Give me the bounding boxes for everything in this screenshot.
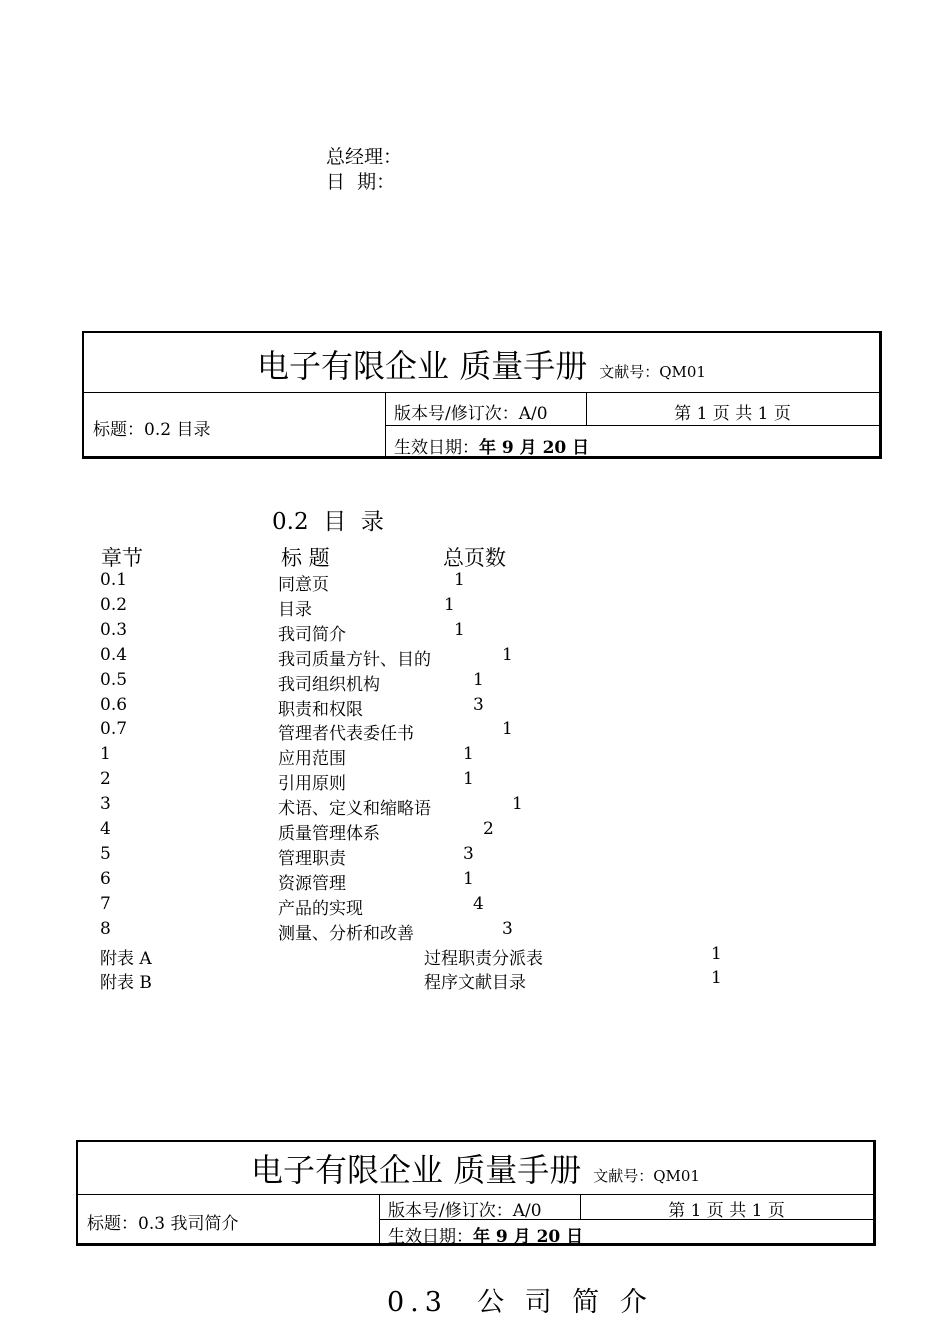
toc-row-title: 应用范围 xyxy=(278,749,346,769)
header-divider xyxy=(386,425,879,426)
toc-row-chapter: 附表 B xyxy=(100,973,152,993)
toc-row-pages: 4 xyxy=(473,894,484,914)
toc-row-pages: 1 xyxy=(502,645,513,665)
toc-row-chapter: 0.1 xyxy=(100,570,128,590)
toc-row-pages: 1 xyxy=(502,719,513,739)
header-title: 电子有限企业 质量手册 xyxy=(251,1151,582,1189)
intro-section-title: 0.3 公 司 简 介 xyxy=(387,1287,653,1318)
toc-row-chapter: 0.2 xyxy=(100,595,128,615)
toc-row-title: 目录 xyxy=(278,600,312,620)
effective-date xyxy=(388,1222,583,1247)
header-subject: 标题：0.2 目录 xyxy=(93,420,211,440)
toc-row-title: 职责和权限 xyxy=(278,700,363,720)
toc-row-pages: 1 xyxy=(463,769,474,789)
toc-row-title: 质量管理体系 xyxy=(278,824,380,844)
toc-row-pages: 3 xyxy=(463,844,474,864)
toc-row-pages: 1 xyxy=(512,794,523,814)
toc-row-chapter: 0.4 xyxy=(100,645,128,665)
toc-row-title: 资源管理 xyxy=(278,874,346,894)
effective-date-value: 年 9 月 20 日 xyxy=(479,438,590,458)
document-header-2 xyxy=(76,1140,876,1246)
header-subject-cell xyxy=(78,1194,380,1243)
toc-row-pages: 1 xyxy=(463,744,474,764)
toc-row-title: 程序文献目录 xyxy=(424,973,526,993)
effective-date-label: 生效日期： xyxy=(388,1227,473,1247)
toc-row-chapter: 1 xyxy=(100,744,111,764)
toc-row-title: 管理职责 xyxy=(278,849,346,869)
toc-row-title: 测量、分析和改善 xyxy=(278,924,414,944)
toc-row-chapter: 0.6 xyxy=(100,695,128,715)
header-title-row xyxy=(84,333,879,393)
toc-row-title: 我司组织机构 xyxy=(278,675,380,695)
effective-date-label: 生效日期： xyxy=(394,438,479,458)
toc-row-pages: 1 xyxy=(711,968,722,988)
toc-row-title: 术语、定义和缩略语 xyxy=(278,799,431,819)
toc-row-pages: 2 xyxy=(483,819,494,839)
toc-row-pages: 3 xyxy=(473,695,484,715)
document-number: 文献号：QM01 xyxy=(599,363,706,381)
toc-row-chapter: 0.5 xyxy=(100,670,128,690)
toc-row-pages: 1 xyxy=(454,570,465,590)
effective-date-value: 年 9 月 20 日 xyxy=(473,1227,584,1247)
toc-row-title: 我司质量方针、目的 xyxy=(278,650,431,670)
toc-row-pages: 1 xyxy=(463,869,474,889)
toc-row-chapter: 0.7 xyxy=(100,719,128,739)
toc-row-pages: 1 xyxy=(444,595,455,615)
version-info: 版本号/修订次：A/0 xyxy=(394,404,548,424)
toc-row-title: 同意页 xyxy=(278,575,329,595)
toc-row-chapter: 7 xyxy=(100,894,111,914)
page-info: 第 1 页 共 1 页 xyxy=(668,1201,785,1221)
header-subject-cell xyxy=(84,392,386,456)
toc-col-chapter: 章节 xyxy=(101,546,143,570)
toc-row-chapter: 4 xyxy=(100,819,111,839)
toc-row-pages: 3 xyxy=(502,919,513,939)
toc-col-title: 标 题 xyxy=(281,546,330,570)
header-title: 电子有限企业 质量手册 xyxy=(257,347,588,385)
date-label: 日 期： xyxy=(326,171,396,193)
toc-row-chapter: 2 xyxy=(100,769,111,789)
toc-row-chapter: 6 xyxy=(100,869,111,889)
toc-row-title: 产品的实现 xyxy=(278,899,363,919)
effective-date xyxy=(394,433,589,458)
toc-row-chapter: 5 xyxy=(100,844,111,864)
toc-row-chapter: 8 xyxy=(100,919,111,939)
header-title-row xyxy=(78,1142,873,1195)
toc-row-title: 过程职责分派表 xyxy=(424,949,543,969)
toc-row-pages: 1 xyxy=(473,670,484,690)
toc-row-title: 我司简介 xyxy=(278,625,346,645)
version-info: 版本号/修订次：A/0 xyxy=(388,1201,542,1221)
toc-row-pages: 1 xyxy=(711,944,722,964)
toc-row-chapter: 0.3 xyxy=(100,620,128,640)
toc-row-chapter: 3 xyxy=(100,794,111,814)
general-manager-label: 总经理： xyxy=(326,146,403,168)
toc-section-title: 0.2 目 录 xyxy=(272,509,384,535)
header-subject: 标题：0.3 我司简介 xyxy=(87,1214,239,1234)
toc-row-chapter: 附表 A xyxy=(100,949,152,969)
toc-row-title: 管理者代表委任书 xyxy=(278,724,414,744)
toc-row-title: 引用原则 xyxy=(278,774,346,794)
toc-col-pages: 总页数 xyxy=(443,546,506,570)
document-header-1 xyxy=(82,331,882,459)
document-number: 文献号：QM01 xyxy=(593,1167,700,1185)
toc-row-pages: 1 xyxy=(454,620,465,640)
page-info: 第 1 页 共 1 页 xyxy=(674,404,791,424)
